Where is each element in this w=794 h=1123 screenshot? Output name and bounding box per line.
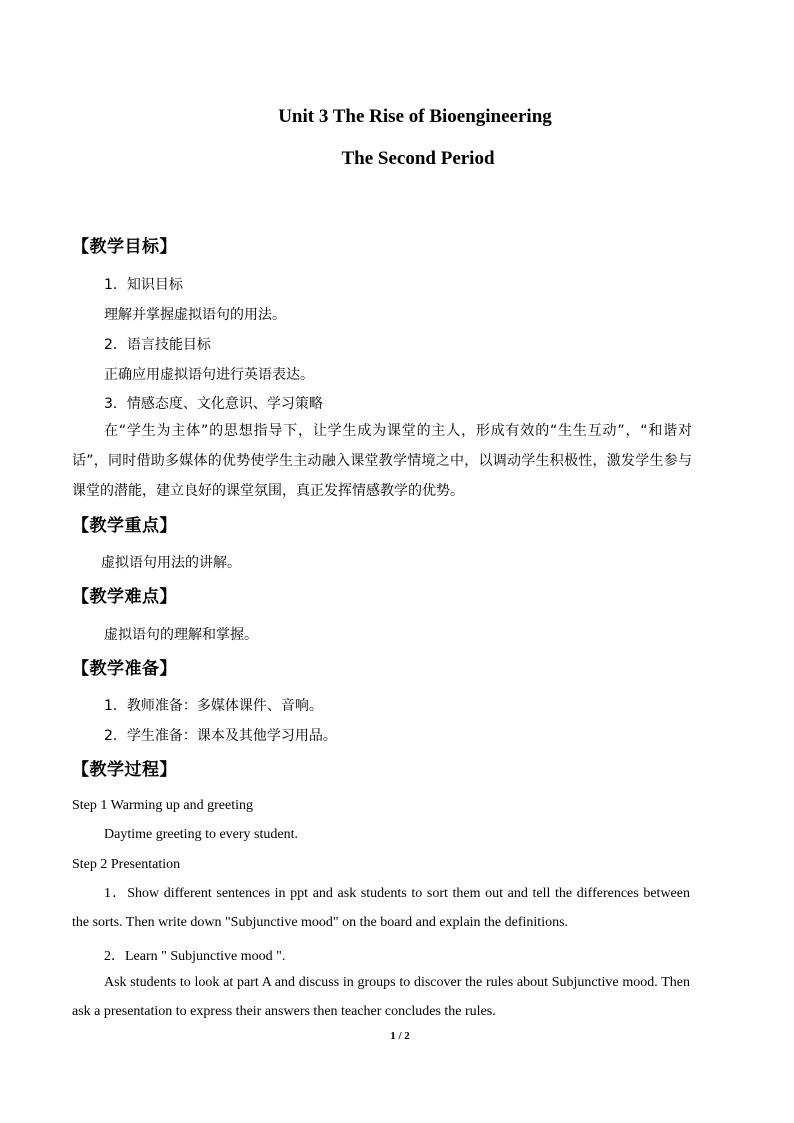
process-heading: 【教学过程】 — [72, 760, 177, 780]
objective-1-text: 理解并掌握虚拟语句的用法。 — [104, 307, 286, 323]
key-points-heading: 【教学重点】 — [72, 516, 177, 536]
step-2-item-1: 1．Show different sentences in ppt and ask students to sort them out and tell the differences between the sorts. Then write down "Subjunctive mood" on the board and explain the definitions. — [72, 886, 690, 930]
document-subtitle: The Second Period — [341, 148, 495, 169]
step-2-item-2: 2．Learn " Subjunctive mood ". — [104, 949, 286, 964]
difficulties-heading: 【教学难点】 — [72, 587, 177, 607]
objective-2-text: 正确应用虚拟语句进行英语表达。 — [104, 367, 314, 383]
objectives-heading: 【教学目标】 — [72, 237, 177, 257]
page-number: 1 / 2 — [390, 1030, 410, 1042]
objective-3-text: 在“学生为主体”的思想指导下，让学生成为课堂的主人，形成有效的“生生互动”，“和谐对话”，同时借助多媒体的优势使学生主动融入课堂教学情境之中，以调动学生积极性，激发学生参与课堂的潜能，建立良好的课堂氛围，真正发挥情感教学的优势。 — [72, 423, 692, 499]
preparation-item-2: 2．学生准备：课本及其他学习用品。 — [104, 728, 337, 744]
key-points-text: 虚拟语句用法的讲解。 — [101, 555, 241, 571]
step-2-item-2-text: Ask students to look at part A and discuss in groups to discover the rules about Subjunctive mood. Then ask a presentation to express their answers then teacher concludes the rules. — [72, 975, 690, 1019]
step-2-title: Step 2 Presentation — [72, 857, 181, 872]
step-1-text: Daytime greeting to every student. — [104, 827, 298, 842]
objective-1-label: 1．知识目标 — [104, 277, 183, 293]
difficulties-text: 虚拟语句的理解和掌握。 — [104, 627, 258, 643]
preparation-heading: 【教学准备】 — [72, 659, 177, 679]
objective-3-label: 3．情感态度、文化意识、学习策略 — [104, 396, 323, 412]
preparation-item-1: 1．教师准备：多媒体课件、音响。 — [104, 698, 323, 714]
objective-2-label: 2．语言技能目标 — [104, 337, 211, 353]
step-1-title: Step 1 Warming up and greeting — [72, 798, 253, 813]
document-title: Unit 3 The Rise of Bioengineering — [278, 106, 552, 127]
